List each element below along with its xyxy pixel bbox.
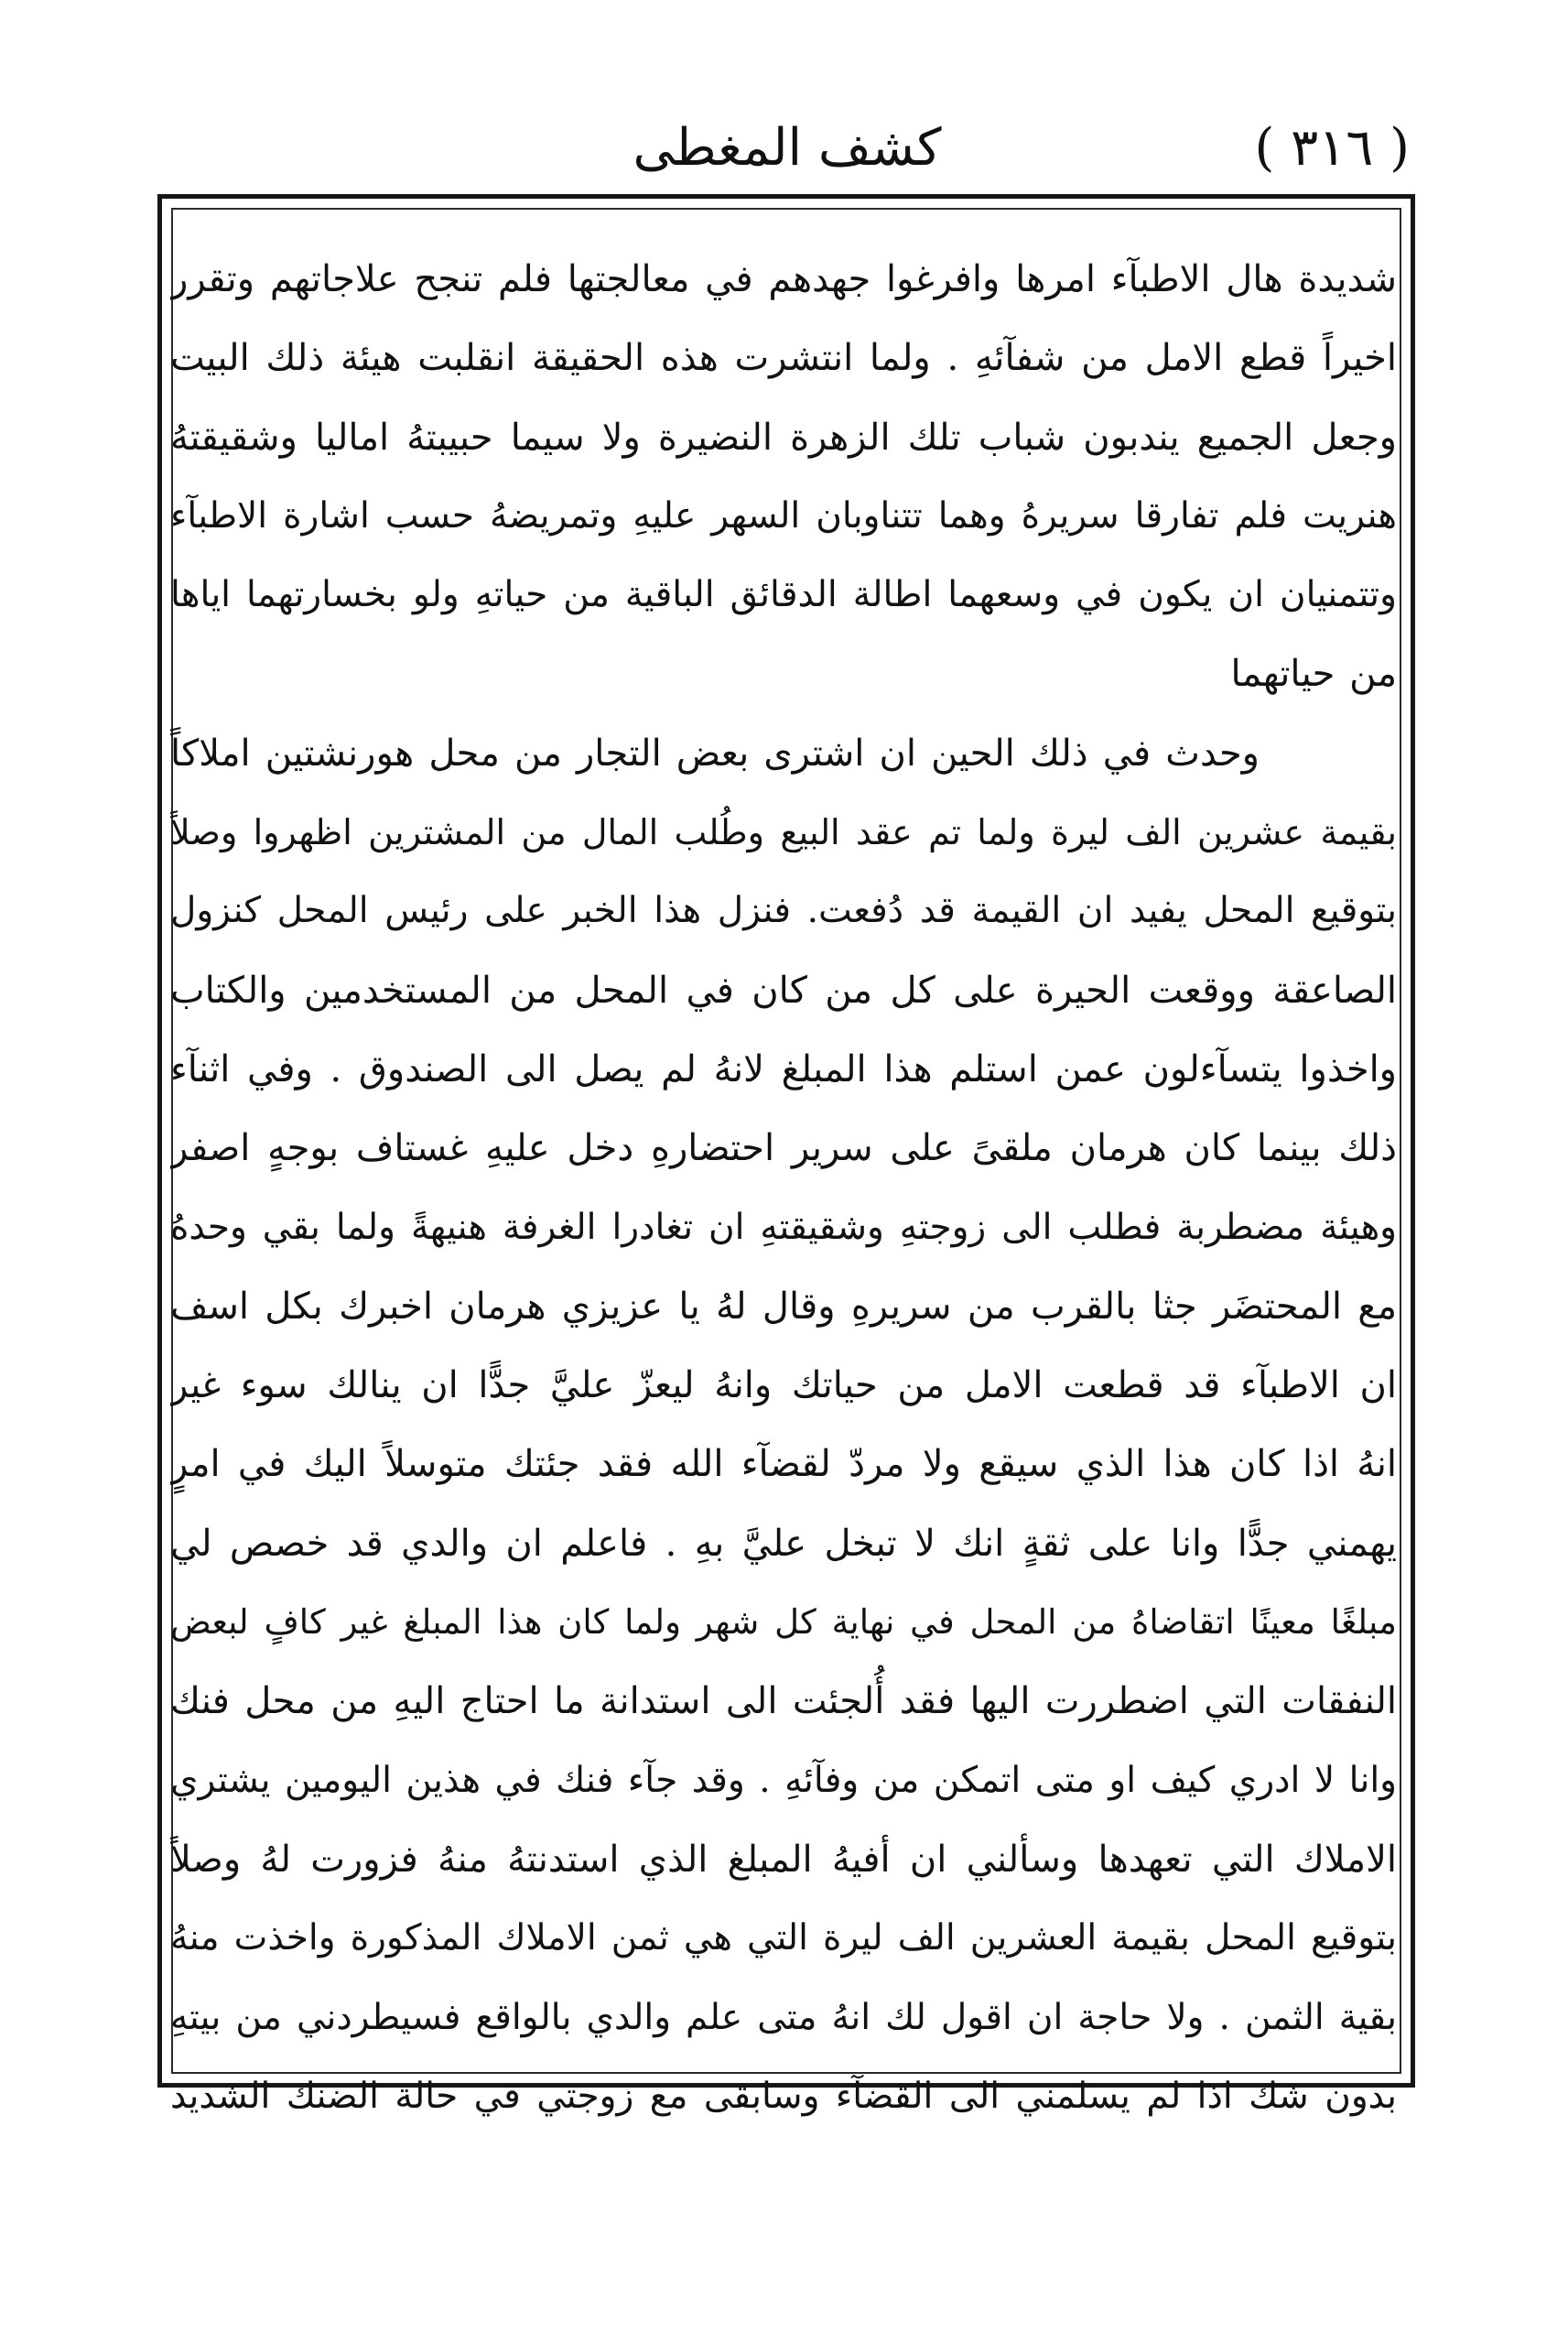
text-line: وانا لا ادري كيف او متى اتمكن من وفآئهِ . وقد جآء فنك في هذين اليومين يشتري <box>170 1759 1397 1801</box>
text-line: النفقات التي اضطررت اليها فقد أُلجئت الى استدانة ما احتاج اليهِ من محل فنك <box>170 1680 1397 1723</box>
text-line: الصاعقة ووقعت الحيرة على كل من كان في المحل من المستخدمين والكتاب <box>170 969 1397 1012</box>
text-line: مع المحتضَر جثا بالقرب من سريرهِ وقال لهُ يا عزيزي هرمان اخبرك بكل اسف <box>170 1285 1397 1328</box>
text-line: وتتمنيان ان يكون في وسعهما اطالة الدقائق الباقية من حياتهِ ولو بخسارتهما اياها <box>170 574 1397 616</box>
text-line: اخيراً قطع الامل من شفآئهِ . ولما انتشرت هذه الحقيقة انقلبت هيئة ذلك البيت <box>170 337 1397 380</box>
page-title: كشف المغطى <box>633 118 942 178</box>
text-line: شديدة هال الاطبآء امرها وافرغوا جهدهم في معالجتها فلم تنجح علاجاتهم وتقرر <box>170 258 1397 300</box>
text-line: بقيمة عشرين الف ليرة ولما تم عقد البيع وطُلب المال من المشترين اظهروا وصلاً <box>170 812 1397 853</box>
text-line: مبلغًا معينًا اتقاضاهُ من المحل في نهاية كل شهر ولما كان هذا المبلغ غير كافٍ لبعض <box>170 1602 1397 1643</box>
page-number: ( ٣١٦ ) <box>1254 118 1410 178</box>
text-line: بقية الثمن . ولا حاجة ان اقول لك انهُ متى علم والدي بالواقع فسيطردني من بيتهِ <box>170 1996 1397 2038</box>
text-line-paragraph-end: من حياتهما <box>1230 653 1397 696</box>
text-line: ذلك بينما كان هرمان ملقىً على سرير احتضارهِ دخل عليهِ غستاف بوجهٍ اصفر <box>170 1127 1397 1170</box>
text-line: ان الاطبآء قد قطعت الامل من حياتك وانهُ ليعزّ عليَّ جدًّا ان ينالك سوء غير <box>170 1364 1397 1407</box>
text-line-paragraph-start: وحدث في ذلك الحين ان اشترى بعض التجار من محل هورنشتين املاكاً <box>170 732 1260 775</box>
text-line: هنريت فلم تفارقا سريرهُ وهما تتناوبان السهر عليهِ وتمريضهُ حسب اشارة الاطبآء <box>170 494 1397 537</box>
text-line: انهُ اذا كان هذا الذي سيقع ولا مردّ لقضآء الله فقد جئتك متوسلاً اليك في امرٍ <box>170 1443 1397 1486</box>
text-line: بتوقيع المحل يفيد ان القيمة قد دُفعت. فنزل هذا الخبر على رئيس المحل كنزول <box>170 890 1397 932</box>
text-line: وجعل الجميع يندبون شباب تلك الزهرة النضيرة ولا سيما حبيبتهُ اماليا وشقيقتهُ <box>170 416 1397 459</box>
text-line: وهيئة مضطربة فطلب الى زوجتهِ وشقيقتهِ ان تغادرا الغرفة هنيهةً ولما بقي وحدهُ <box>170 1206 1397 1248</box>
text-line: يهمني جدًّا وانا على ثقةٍ انك لا تبخل عليَّ بهِ . فاعلم ان والدي قد خصص لي <box>170 1522 1397 1565</box>
text-line: بدون شك اذا لم يسلمني الى القضآء وسابقى مع زوجتي في حالة الضنك الشديد <box>170 2075 1397 2117</box>
text-line: بتوقيع المحل بقيمة العشرين الف ليرة التي هي ثمن الاملاك المذكورة واخذت منهُ <box>170 1917 1397 1959</box>
text-body <box>170 240 1397 2136</box>
text-line: الاملاك التي تعهدها وسألني ان أفيهُ المبلغ الذي استدنتهُ منهُ فزورت لهُ وصلاً <box>170 1838 1397 1881</box>
text-line: واخذوا يتسآءلون عمن استلم هذا المبلغ لانهُ لم يصل الى الصندوق . وفي اثنآء <box>170 1047 1397 1090</box>
